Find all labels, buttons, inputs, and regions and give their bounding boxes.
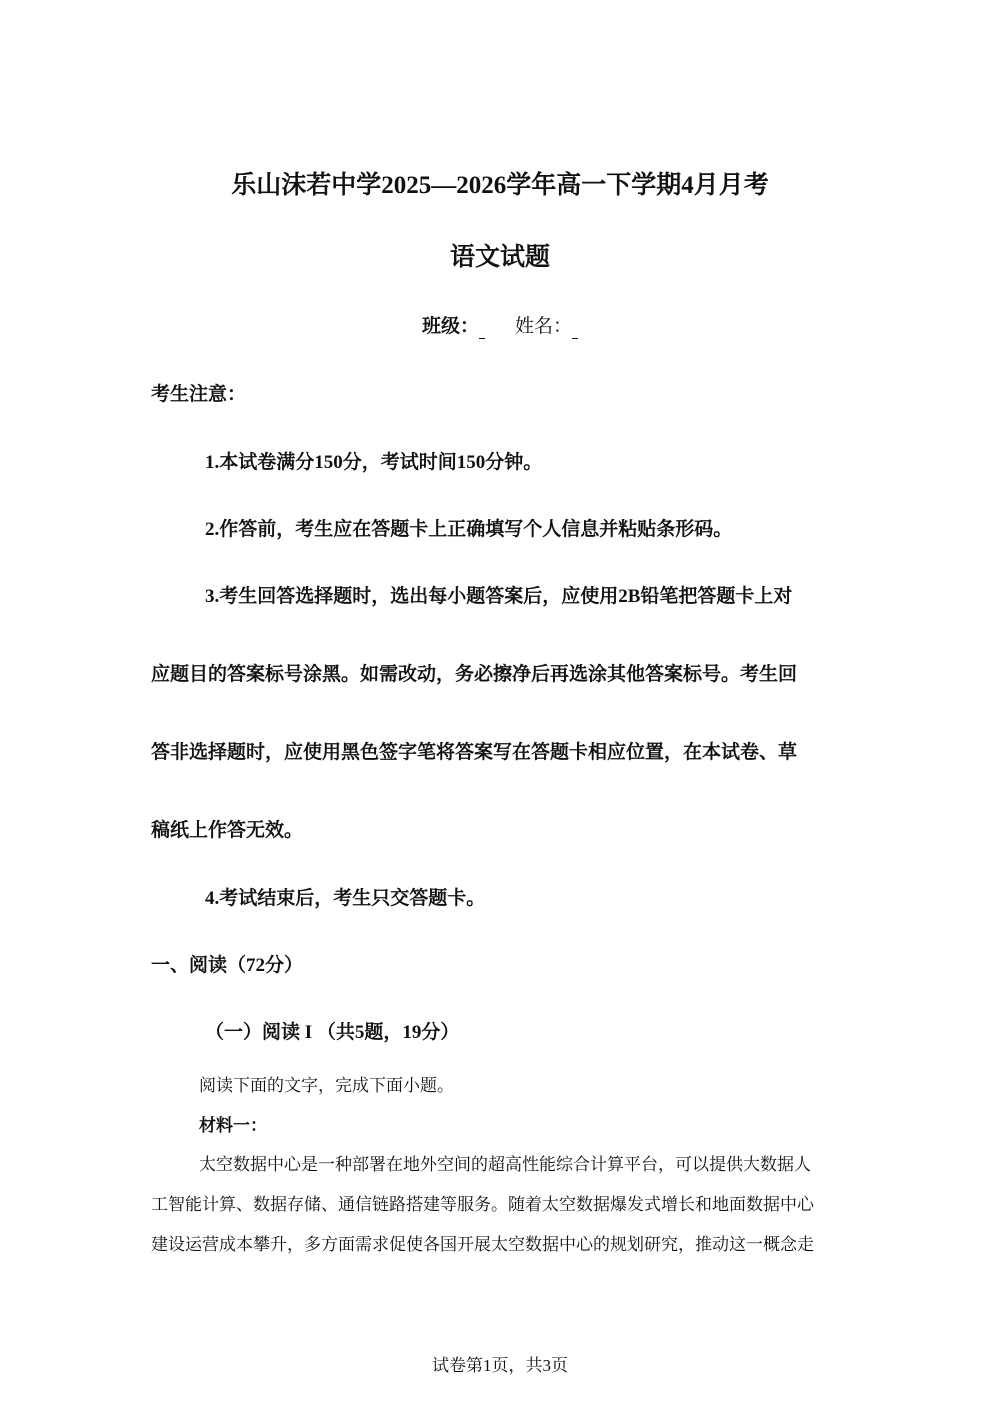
paragraph-line-3: 建设运营成本攀升，多方面需求促使各国开展太空数据中心的规划研究，推动这一概念走	[151, 1235, 814, 1254]
notice-item-3-line-3: 答非选择题时，应使用黑色签字笔将答案写在答题卡相应位置，在本试卷、草	[151, 742, 798, 763]
notice-item-1: 1.本试卷满分150分，考试时间150分钟。	[205, 452, 543, 473]
notice-heading: 考生注意：	[151, 384, 247, 405]
notice-item-3-line-1: 3.考生回答选择题时，选出每小题答案后，应使用2B铅笔把答题卡上对	[205, 586, 793, 607]
notice-item-3-line-4: 稿纸上作答无效。	[151, 820, 304, 841]
page-footer: 试卷第1页，共3页	[432, 1356, 568, 1375]
class-label: 班级：	[421, 316, 479, 337]
section-heading: 一、阅读（72分）	[151, 955, 304, 976]
section-subheading: （一）阅读 I （共5题，19分）	[205, 1022, 460, 1043]
notice-item-4: 4.考试结束后，考生只交答题卡。	[205, 888, 486, 909]
name-label: 姓名：	[515, 316, 573, 337]
reading-instruction: 阅读下面的文字，完成下面小题。	[199, 1076, 454, 1095]
material-label: 材料一：	[199, 1116, 267, 1135]
exam-title: 乐山沫若中学2025—2026学年高一下学期4月月考	[231, 172, 769, 199]
paragraph-line-2: 工智能计算、数据存储、通信链路搭建等服务。随着太空数据爆发式增长和地面数据中心	[151, 1195, 814, 1214]
notice-item-3-line-2: 应题目的答案标号涂黑。如需改动，务必擦净后再选涂其他答案标号。考生回	[151, 664, 798, 685]
exam-subject: 语文试题	[449, 244, 550, 271]
student-info-line	[0, 315, 1000, 339]
paragraph-line-1: 太空数据中心是一种部署在地外空间的超高性能综合计算平台，可以提供大数据人	[199, 1155, 811, 1174]
name-blank	[572, 320, 578, 339]
class-blank	[479, 320, 485, 339]
notice-item-2: 2.作答前，考生应在答题卡上正确填写个人信息并粘贴条形码。	[205, 519, 733, 540]
